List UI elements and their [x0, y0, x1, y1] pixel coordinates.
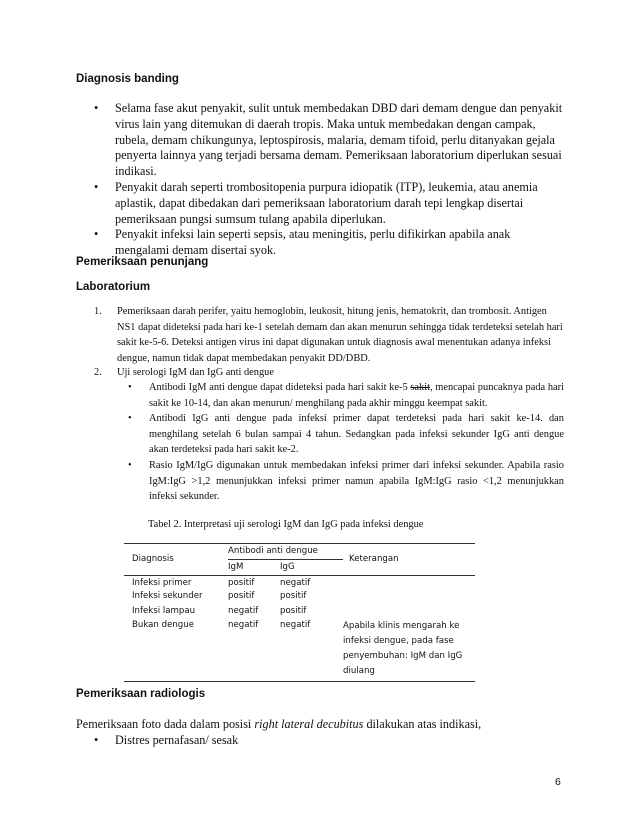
radiologis-intro	[76, 717, 566, 733]
heading-pemeriksaan-radiologis: Pemeriksaan radiologis	[76, 688, 206, 700]
cell-igm: negatif	[228, 620, 259, 630]
radiologis-bullet-1: • Distres pernafasan/ sesak	[94, 733, 564, 749]
laboratorium-list	[94, 304, 564, 366]
cell-diagnosis: Infeksi primer	[132, 578, 192, 588]
cell-igg: negatif	[280, 620, 311, 630]
radiologis-intro-pre: Pemeriksaan foto dada dalam posisi	[76, 717, 255, 731]
cell-keterangan	[343, 589, 475, 604]
cell-diagnosis: Infeksi lampau	[132, 606, 196, 616]
header-igg: IgG	[280, 562, 295, 572]
diagnosis-bullet-1: • Selama fase akut penyakit, sulit untuk membedakan DBD dari demam dengue dan penyakit virus lain yang ditemukan di daerah tropis. Maka untuk membedakan dengan campak, rubela, demam chikungunya, leptospirosis, malaria, demam tifoid, perlu ditanyakan gejala penyerta lainnya yang terjadi bersama demam. Pemeriksaan laboratorium diperlukan sesuai indikasi.	[94, 101, 566, 180]
header-antibodi: Antibodi anti dengue	[228, 544, 343, 560]
cell-keterangan	[343, 604, 475, 619]
table-row	[124, 604, 475, 619]
table-row	[124, 577, 475, 589]
serologi-sub-1-post: , mencapai puncaknya pada hari sakit ke 10-14, dan akan menurun/ menghilang pada akhir minggu keempat sakit.	[149, 382, 564, 409]
table-row	[124, 619, 475, 681]
serology-table-grid	[124, 544, 475, 681]
serologi-sub-2: • Antibodi IgG anti dengue pada infeksi primer dapat terdeteksi pada hari sakit ke-14. dan menghilang setelah 6 bulan sampai 4 tahun. Sedangkan pada infeksi sekunder IgG anti dengue akan terdeteksi pada hari sakit ke-2.	[128, 411, 564, 458]
diagnosis-bullet-3: • Penyakit infeksi lain seperti sepsis, atau meningitis, perlu difikirkan apabila anak mengalami demam disertai syok.	[94, 227, 566, 259]
cell-igg: positif	[280, 591, 307, 601]
cell-igg: negatif	[280, 578, 311, 588]
heading-diagnosis-banding: Diagnosis banding	[76, 73, 179, 85]
header-keterangan: Keterangan	[349, 554, 399, 564]
header-igm: IgM	[228, 562, 244, 572]
cell-diagnosis: Infeksi sekunder	[132, 591, 203, 601]
heading-pemeriksaan-penunjang: Pemeriksaan penunjang	[76, 256, 209, 268]
cell-igm: negatif	[228, 606, 259, 616]
radiologis-intro-post: dilakukan atas indikasi,	[363, 717, 482, 731]
cell-keterangan	[343, 577, 475, 589]
radiologis-intro-emphasis: right lateral decubitus	[254, 717, 364, 731]
diagnosis-bullet-list	[94, 101, 566, 259]
page-number: 6	[555, 776, 561, 788]
lab-item-1-text: Pemeriksaan darah perifer, yaitu hemoglobin, leukosit, hitung jenis, hematokrit, dan trombosit. Antigen NS1 dapat dideteksi pada hari ke-1 setelah demam dan akan menurun sehingga tidak terdeteksi setelah hari sakit ke-5-6. Deteksi antigen virus ini dapat digunakan untuk diagnosis awal menentukan adanya infeksi dengue, namun tidak dapat membedakan penyakit DD/DBD.	[117, 306, 563, 364]
serologi-sub-1-pre: Antibodi IgM anti dengue dapat dideteksi pada hari sakit ke-5	[149, 382, 411, 393]
lab-item-2-text: Uji serologi IgM dan IgG anti dengue	[117, 367, 274, 378]
lab-item-1	[94, 304, 564, 366]
table-caption: Tabel 2. Interpretasi uji serologi IgM dan IgG pada infeksi dengue	[148, 519, 424, 530]
lab-item-1-number: 1.	[94, 306, 102, 317]
lab-item-2-number: 2.	[94, 367, 102, 378]
serology-table	[124, 543, 475, 682]
cell-igm: positif	[228, 591, 255, 601]
serologi-sub-1	[128, 380, 564, 411]
strikethrough-word: sakit	[410, 382, 430, 393]
table-row	[124, 589, 475, 604]
cell-diagnosis: Bukan dengue	[132, 620, 194, 630]
radiologis-bullet-list	[94, 733, 564, 749]
diagnosis-bullet-2: • Penyakit darah seperti trombositopenia purpura idiopatik (ITP), leukemia, atau anemia aplastik, dapat dibedakan dari pemeriksaan laboratorium darah tepi lengkap disertai pemeriksaan pungsi sumsum tulang apabila diperlukan.	[94, 180, 566, 227]
header-diagnosis: Diagnosis	[132, 554, 174, 564]
cell-igg: positif	[280, 606, 307, 616]
cell-keterangan: Apabila klinis mengarah ke infeksi dengue, pada fase penyembuhan: IgM dan IgG diulang	[343, 621, 463, 676]
cell-igm: positif	[228, 578, 255, 588]
serologi-sub-list	[128, 380, 564, 505]
serologi-sub-3: • Rasio IgM/IgG digunakan untuk membedakan infeksi primer dari infeksi sekunder. Apabila rasio IgM:IgG >1,2 menunjukkan infeksi primer namun apabila IgM:IgG rasio <1,2 menunjukkan infeksi sekunder.	[128, 458, 564, 505]
lab-item-2	[94, 365, 564, 381]
serologi-list	[94, 365, 564, 381]
heading-laboratorium: Laboratorium	[76, 281, 151, 293]
